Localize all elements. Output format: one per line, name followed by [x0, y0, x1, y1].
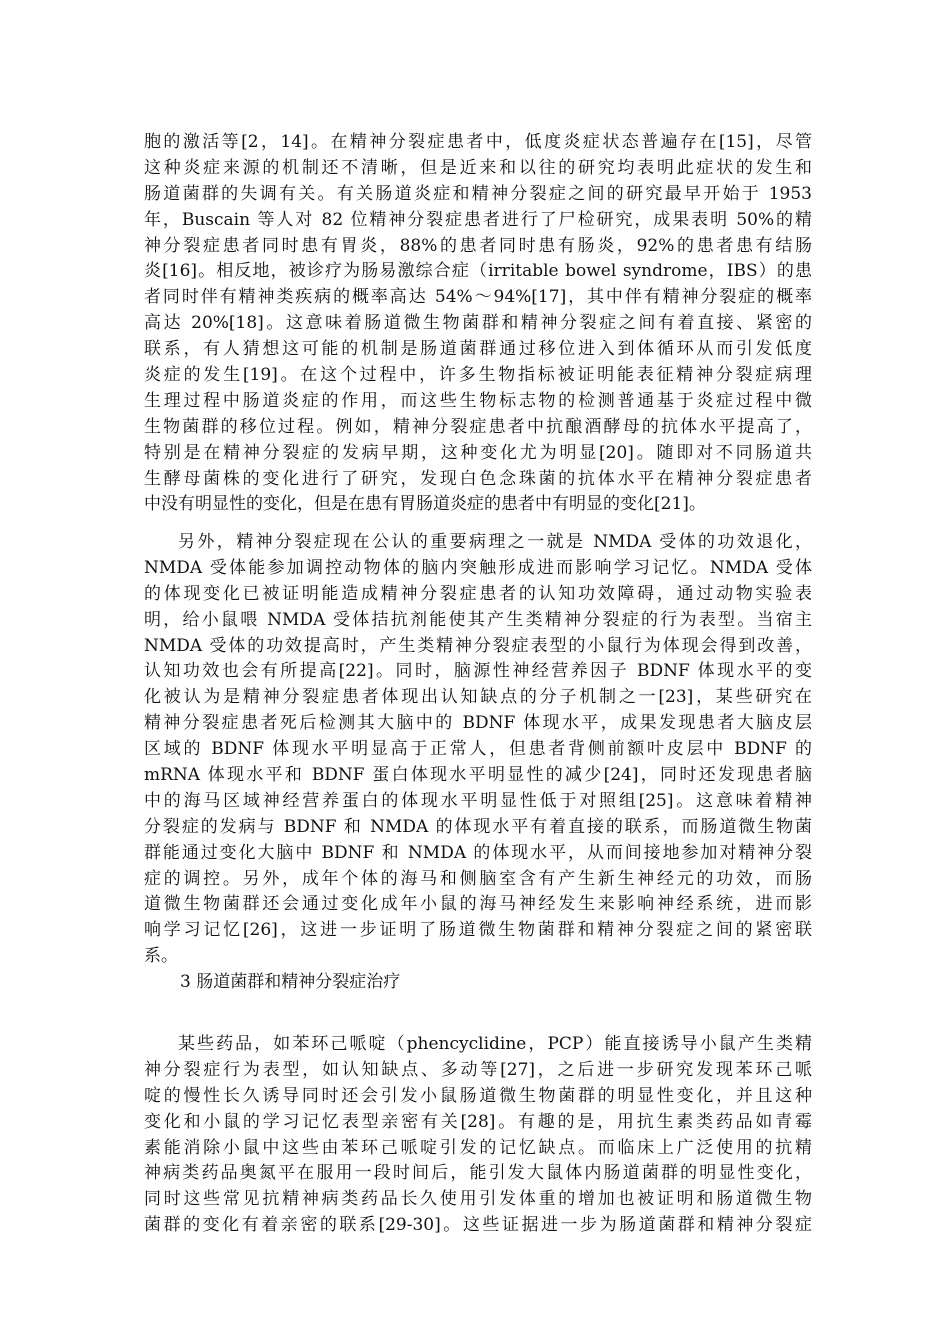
text-line: 炎[16]。相反地，被诊疗为肠易激综合症（irritable bowel syndrome，IBS）的患 [144, 261, 812, 282]
text-line: 者同时伴有精神类疾病的概率高达 54%～94%[17]，其中伴有精神分裂症的概率 [144, 287, 812, 308]
text-line: 菌群的变化有着亲密的联系[29-30]。这些证据进一步为肠道菌群和精神分裂症 [144, 1215, 812, 1236]
text-line: 症的调控。另外，成年个体的海马和侧脑室含有产生新生神经元的功效，而肠 [144, 868, 812, 889]
text-line: 年，Buscain 等人对 82 位精神分裂症患者进行了尸检研究，成果表明 50%的精 [144, 209, 812, 230]
text-line: 同时这些常见抗精神病类药品长久使用引发体重的增加也被证明和肠道微生物 [144, 1189, 812, 1210]
text-line: 素能消除小鼠中这些由苯环己哌啶引发的记忆缺点。而临床上广泛使用的抗精 [144, 1137, 812, 1158]
text-line: 生理过程中肠道炎症的作用，而这些生物标志物的检测普通基于炎症过程中微 [144, 390, 812, 411]
text-line: 另外，精神分裂症现在公认的重要病理之一就是 NMDA 受体的功效退化， [178, 532, 812, 552]
text-line: NMDA 受体的功效提高时，产生类精神分裂症表型的小鼠行为体现会得到改善， [144, 635, 812, 656]
text-line: mRNA 体现水平和 BDNF 蛋白体现水平明显性的减少[24]，同时还发现患者脑 [144, 765, 812, 786]
text-line: 化被认为是精神分裂症患者体现出认知缺点的分子机制之一[23]，某些研究在 [144, 687, 812, 708]
text-line: 变化和小鼠的学习记忆表型亲密有关[28]。有趣的是，用抗生素类药品如青霉 [144, 1111, 812, 1132]
text-line: 的体现变化已被证明能造成精神分裂症患者的认知功效障碍，通过动物实验表 [144, 583, 812, 604]
text-line: 高达 20%[18]。这意味着肠道微生物菌群和精神分裂症之间有着直接、紧密的 [144, 313, 812, 334]
text-line: 联系，有人猜想这可能的机制是肠道菌群通过移位进入到体循环从而引发低度 [144, 339, 812, 360]
text-line: 分裂症的发病与 BDNF 和 NMDA 的体现水平有着直接的联系，而肠道微生物菌 [144, 816, 812, 837]
text-line: 道微生物菌群还会通过变化成年小鼠的海马神经发生来影响神经系统，进而影 [144, 894, 812, 915]
text-line: 中的海马区域神经营养蛋白的体现水平明显性低于对照组[25]。这意味着精神 [144, 790, 812, 811]
text-line: 群能通过变化大脑中 BDNF 和 NMDA 的体现水平，从而间接地参加对精神分裂 [144, 842, 812, 863]
text-line: 肠道菌群的失调有关。有关肠道炎症和精神分裂症之间的研究最早开始于 1953 [144, 183, 812, 204]
paragraph-2 [144, 530, 812, 970]
text-line: 精神分裂症患者死后检测其大脑中的 BDNF 体现水平，成果发现患者大脑皮层 [144, 713, 812, 734]
text-line: 中没有明显性的变化，但是在患有胃肠道炎症的患者中有明显的变化[21]。 [144, 494, 706, 515]
text-line: 神分裂症行为表型，如认知缺点、多动等[27]，之后进一步研究发现苯环己哌 [144, 1059, 812, 1080]
text-line: 神分裂症患者同时患有胃炎，88%的患者同时患有肠炎，92%的患者患有结肠 [144, 235, 812, 256]
text-line: 某些药品，如苯环己哌啶（phencyclidine，PCP）能直接诱导小鼠产生类精 [178, 1034, 812, 1054]
text-line: 神病类药品奥氮平在服用一段时间后，能引发大鼠体内肠道菌群的明显性变化， [144, 1163, 812, 1184]
text-line: 系。 [144, 946, 178, 967]
text-line: 特别是在精神分裂症的发病早期，这种变化尤为明显[20]。随即对不同肠道共 [144, 442, 812, 463]
text-line: 生酵母菌株的变化进行了研究，发现白色念珠菌的抗体水平在精神分裂症患者 [144, 468, 812, 489]
text-line: NMDA 受体能参加调控动物体的脑内突触形成进而影响学习记忆。NMDA 受体 [144, 557, 812, 578]
text-line: 明，给小鼠喂 NMDA 受体拮抗剂能使其产生类精神分裂症的行为表型。当宿主 [144, 609, 812, 630]
text-line: 炎症的发生[19]。在这个过程中，许多生物指标被证明能表征精神分裂症病理 [144, 365, 812, 386]
text-line: 区域的 BDNF 体现水平明显高于正常人，但患者背侧前额叶皮层中 BDNF 的 [144, 739, 812, 760]
text-line: 认知功效也会有所提高[22]。同时，脑源性神经营养因子 BDNF 体现水平的变 [144, 661, 812, 682]
paragraph-3 [144, 1032, 812, 1239]
text-line: 生物菌群的移位过程。例如，精神分裂症患者中抗酿酒酵母的抗体水平提高了， [144, 416, 812, 437]
section-heading: 3 肠道菌群和精神分裂症治疗 [180, 972, 401, 992]
text-line: 啶的慢性长久诱导同时还会引发小鼠肠道微生物菌群的明显性变化，并且这种 [144, 1085, 812, 1106]
text-line: 胞的激活等[2，14]。在精神分裂症患者中，低度炎症状态普遍存在[15]，尽管 [144, 132, 812, 152]
paragraph-1 [144, 130, 812, 518]
text-line: 响学习记忆[26]，这进一步证明了肠道微生物菌群和精神分裂症之间的紧密联 [144, 920, 812, 941]
text-line: 这种炎症来源的机制还不清晰，但是近来和以往的研究均表明此症状的发生和 [144, 157, 812, 178]
